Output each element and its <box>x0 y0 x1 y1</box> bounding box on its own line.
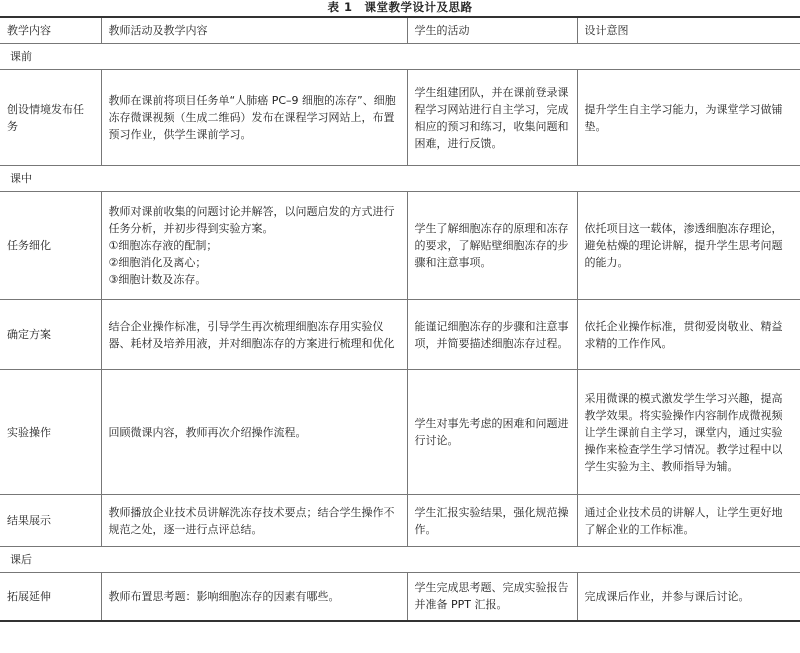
cell-student: 学生完成思考题、完成实验报告并准备 PPT 汇报。 <box>407 573 577 621</box>
header-intent: 设计意图 <box>577 17 800 44</box>
cell-teacher: 教师布置思考题：影响细胞冻存的因素有哪些。 <box>101 573 407 621</box>
cell-content: 创设情境发布任务 <box>0 70 101 166</box>
header-student: 学生的活动 <box>407 17 577 44</box>
header-teacher: 教师活动及教学内容 <box>101 17 407 44</box>
cell-content: 确定方案 <box>0 300 101 370</box>
cell-student: 学生组建团队，并在课前登录课程学习网站进行自主学习，完成相应的预习和练习，收集问题和困难，进行反馈。 <box>407 70 577 166</box>
cell-teacher: 教师对课前收集的问题讨论并解答，以问题启发的方式进行任务分析，并初步得到实验方案。 ①细胞冻存液的配制； ②细胞消化及离心； ③细胞计数及冻存。 <box>101 192 407 300</box>
cell-intent: 提升学生自主学习能力，为课堂学习做铺垫。 <box>577 70 800 166</box>
cell-intent: 完成课后作业，并参与课后讨论。 <box>577 573 800 621</box>
section-row-pre-class <box>0 44 800 70</box>
table-row <box>0 495 800 547</box>
table-row <box>0 300 800 370</box>
table-row <box>0 370 800 495</box>
section-label: 课前 <box>0 44 800 70</box>
table-row <box>0 70 800 166</box>
cell-student: 学生了解细胞冻存的原理和冻存的要求，了解贴壁细胞冻存的步骤和注意事项。 <box>407 192 577 300</box>
cell-intent: 依托企业操作标准，贯彻爱岗敬业、精益求精的工作作风。 <box>577 300 800 370</box>
section-label: 课后 <box>0 547 800 573</box>
cell-teacher: 结合企业操作标准，引导学生再次梳理细胞冻存用实验仪器、耗材及培养用液，并对细胞冻存的方案进行梳理和优化 <box>101 300 407 370</box>
cell-student: 能谨记细胞冻存的步骤和注意事项，并简要描述细胞冻存过程。 <box>407 300 577 370</box>
cell-teacher: 教师在课前将项目任务单“人肺癌 PC–9 细胞的冻存”、细胞冻存微课视频（生成二维码）发布在课程学习网站上，布置预习作业，供学生课前学习。 <box>101 70 407 166</box>
section-label: 课中 <box>0 166 800 192</box>
teaching-design-table <box>0 16 800 622</box>
header-content: 教学内容 <box>0 17 101 44</box>
section-row-post-class <box>0 547 800 573</box>
cell-content: 拓展延伸 <box>0 573 101 621</box>
cell-intent: 通过企业技术员的讲解人，让学生更好地了解企业的工作标准。 <box>577 495 800 547</box>
cell-content: 任务细化 <box>0 192 101 300</box>
cell-teacher: 教师播放企业技术员讲解洗冻存技术要点；结合学生操作不规范之处，逐一进行点评总结。 <box>101 495 407 547</box>
cell-content: 实验操作 <box>0 370 101 495</box>
section-row-in-class <box>0 166 800 192</box>
table-caption: 表 1 课堂教学设计及思路 <box>327 0 473 14</box>
header-row <box>0 17 800 44</box>
table-row <box>0 573 800 621</box>
cell-intent: 依托项目这一载体，渗透细胞冻存理论，避免枯燥的理论讲解，提升学生思考问题的能力。 <box>577 192 800 300</box>
cell-content: 结果展示 <box>0 495 101 547</box>
cell-teacher: 回顾微课内容，教师再次介绍操作流程。 <box>101 370 407 495</box>
cell-student: 学生汇报实验结果，强化规范操作。 <box>407 495 577 547</box>
cell-intent: 采用微课的模式激发学生学习兴趣，提高教学效果。将实验操作内容制作成微视频让学生课前自主学习，课堂内，通过实验操作来检查学生学习情况。教学过程中以学生实验为主、教师指导为辅。 <box>577 370 800 495</box>
cell-student: 学生对事先考虑的困难和问题进行讨论。 <box>407 370 577 495</box>
table-row <box>0 192 800 300</box>
